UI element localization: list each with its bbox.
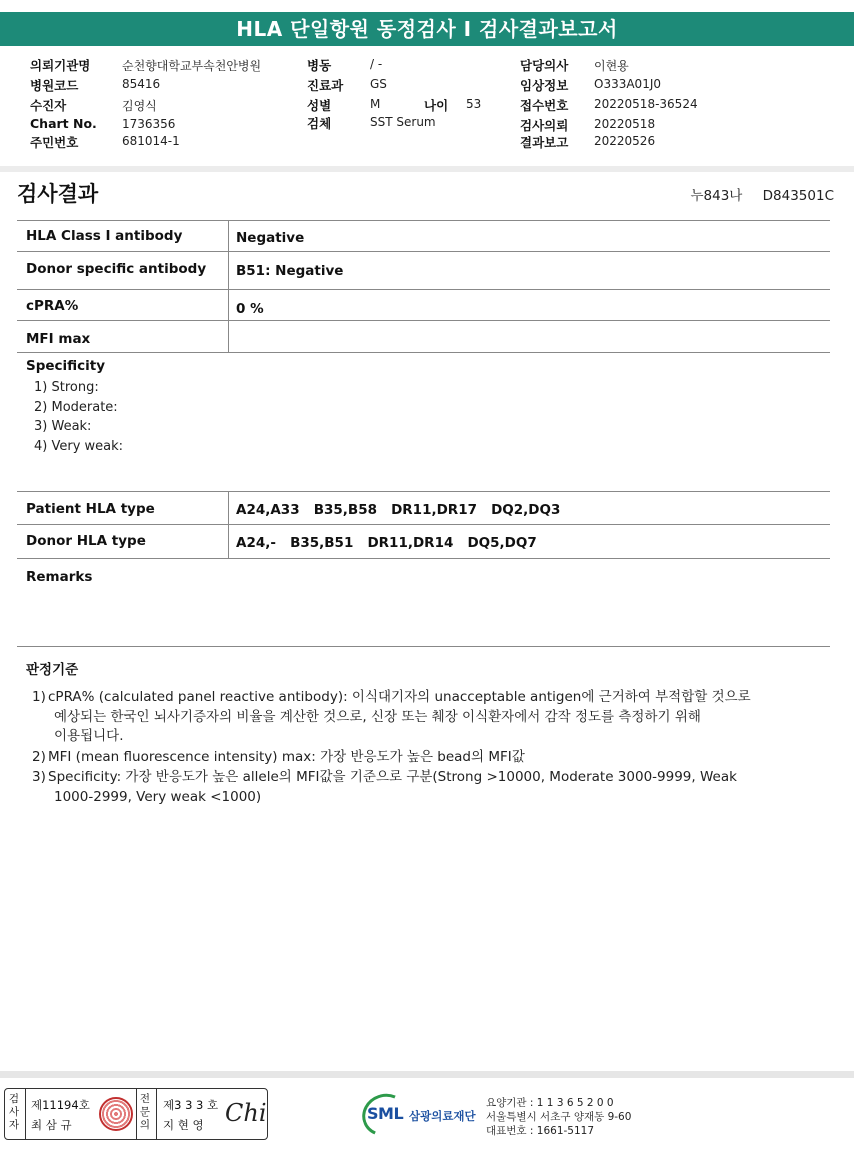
specificity-item: 2) Moderate:	[34, 399, 118, 415]
result-row	[17, 221, 830, 252]
info-value: 20220526	[594, 134, 656, 148]
result-code: 누843나	[690, 188, 743, 204]
info-label: 병동	[307, 58, 332, 73]
row-value: 0 %	[236, 301, 264, 317]
examiner-number: 제11194호	[31, 1098, 90, 1112]
divider	[17, 646, 830, 647]
info-value: 681014-1	[122, 134, 180, 148]
remarks-label: Remarks	[26, 569, 93, 585]
row-label: Donor HLA type	[26, 533, 146, 549]
section-title: 검사결과	[17, 182, 99, 206]
info-value: 20220518	[594, 117, 656, 131]
info-label: 진료과	[307, 78, 344, 93]
row-value: B51: Negative	[236, 263, 344, 279]
specificity-item: 3) Weak:	[34, 419, 92, 434]
info-label: 의뢰기관명	[30, 58, 91, 73]
info-value: SST Serum	[370, 115, 436, 129]
row-value: A24,- B35,B51 DR11,DR14 DQ5,DQ7	[236, 535, 537, 551]
specificity-block	[26, 358, 123, 456]
info-label: 검체	[307, 116, 332, 131]
info-label: 나이	[424, 98, 449, 113]
info-value: 순천향대학교부속천안병원	[122, 59, 262, 73]
row-label: Donor specific antibody	[26, 261, 207, 277]
organization-info: 요양기관 : 1 1 3 6 5 2 0 0 서울특별시 서초구 양재동 9-60 대표번호 : 1661-5117	[486, 1097, 632, 1137]
organization-name: 삼광의료재단	[409, 1109, 476, 1123]
specialist-name: 지 현 영	[163, 1118, 204, 1132]
info-value: GS	[370, 77, 387, 91]
info-value: 53	[466, 97, 482, 111]
row-label: cPRA%	[26, 298, 79, 314]
info-label: 병원코드	[30, 78, 79, 93]
result-row	[17, 290, 830, 321]
info-label: 결과보고	[520, 135, 569, 150]
specificity-title: Specificity	[26, 358, 106, 374]
signature: Chi	[225, 1099, 267, 1127]
info-label: 성별	[307, 98, 332, 113]
divider	[0, 166, 854, 172]
specificity-item: 4) Very weak:	[34, 438, 124, 454]
report-title: HLA 단일항원 동정검사 I 검사결과보고서	[0, 12, 854, 46]
hla-row	[17, 525, 830, 559]
info-label: 접수번호	[520, 98, 569, 113]
info-label: 임상정보	[520, 78, 569, 93]
row-label: MFI max	[26, 331, 91, 347]
info-value: 20220518-36524	[594, 97, 698, 111]
sml-logo: SML	[367, 1104, 404, 1123]
row-value: Negative	[236, 230, 305, 246]
info-label: 수진자	[30, 98, 67, 113]
row-label: HLA Class I antibody	[26, 228, 183, 244]
info-label: 담당의사	[520, 58, 569, 73]
criteria-item: 2) MFI (mean fluorescence intensity) max: 가장 반응도가 높은 bead의 MFI값	[32, 748, 525, 765]
patient-info	[0, 54, 854, 166]
info-value: / -	[370, 57, 383, 71]
info-value: 85416	[122, 77, 161, 91]
specificity-item: 1) Strong:	[34, 380, 99, 395]
result-code: D843501C	[762, 188, 834, 204]
info-label: Chart No.	[30, 116, 97, 131]
criteria-item: 1) cPRA% (calculated panel reactive antibody): 이식대기자의 unacceptable antigen에 근거하여 부적합할 것으로 예상되는 한국인 뇌사기증자의 비율을 계산한 것으로, 신장 또는 췌장 이식환자에서 감작 정도를 측정하기 위해 이용됩니다.	[32, 689, 751, 744]
row-value: A24,A33 B35,B58 DR11,DR17 DQ2,DQ3	[236, 502, 561, 518]
info-value: O333A01J0	[594, 77, 662, 91]
criteria-item: 3) Specificity: 가장 반응도가 높은 allele의 MFI값을 기준으로 구분(Strong >10000, Moderate 3000-9999, Weak 1000-2999, Very weak <1000)	[32, 769, 737, 805]
criteria-block	[26, 658, 816, 808]
signature-box	[4, 1088, 268, 1140]
divider	[0, 1071, 854, 1078]
row-label: Patient HLA type	[26, 501, 155, 517]
specialist-caption: 전문의	[139, 1093, 151, 1131]
info-label: 검사의뢰	[520, 118, 569, 133]
info-value: 이현용	[594, 59, 629, 73]
info-value: 1736356	[122, 117, 176, 131]
info-label: 주민번호	[30, 135, 79, 150]
examiner-caption: 검사자	[8, 1093, 20, 1131]
result-row	[17, 252, 830, 290]
seal-stamp	[99, 1097, 133, 1131]
criteria-title: 판정기준	[26, 662, 79, 678]
result-row	[17, 321, 830, 353]
hla-row	[17, 492, 830, 525]
result-codes	[674, 184, 834, 204]
examiner-name: 최 삼 규	[31, 1118, 72, 1132]
specialist-number: 제3 3 3 호	[163, 1098, 219, 1112]
info-value: M	[370, 97, 381, 111]
info-value: 김영식	[122, 99, 157, 113]
